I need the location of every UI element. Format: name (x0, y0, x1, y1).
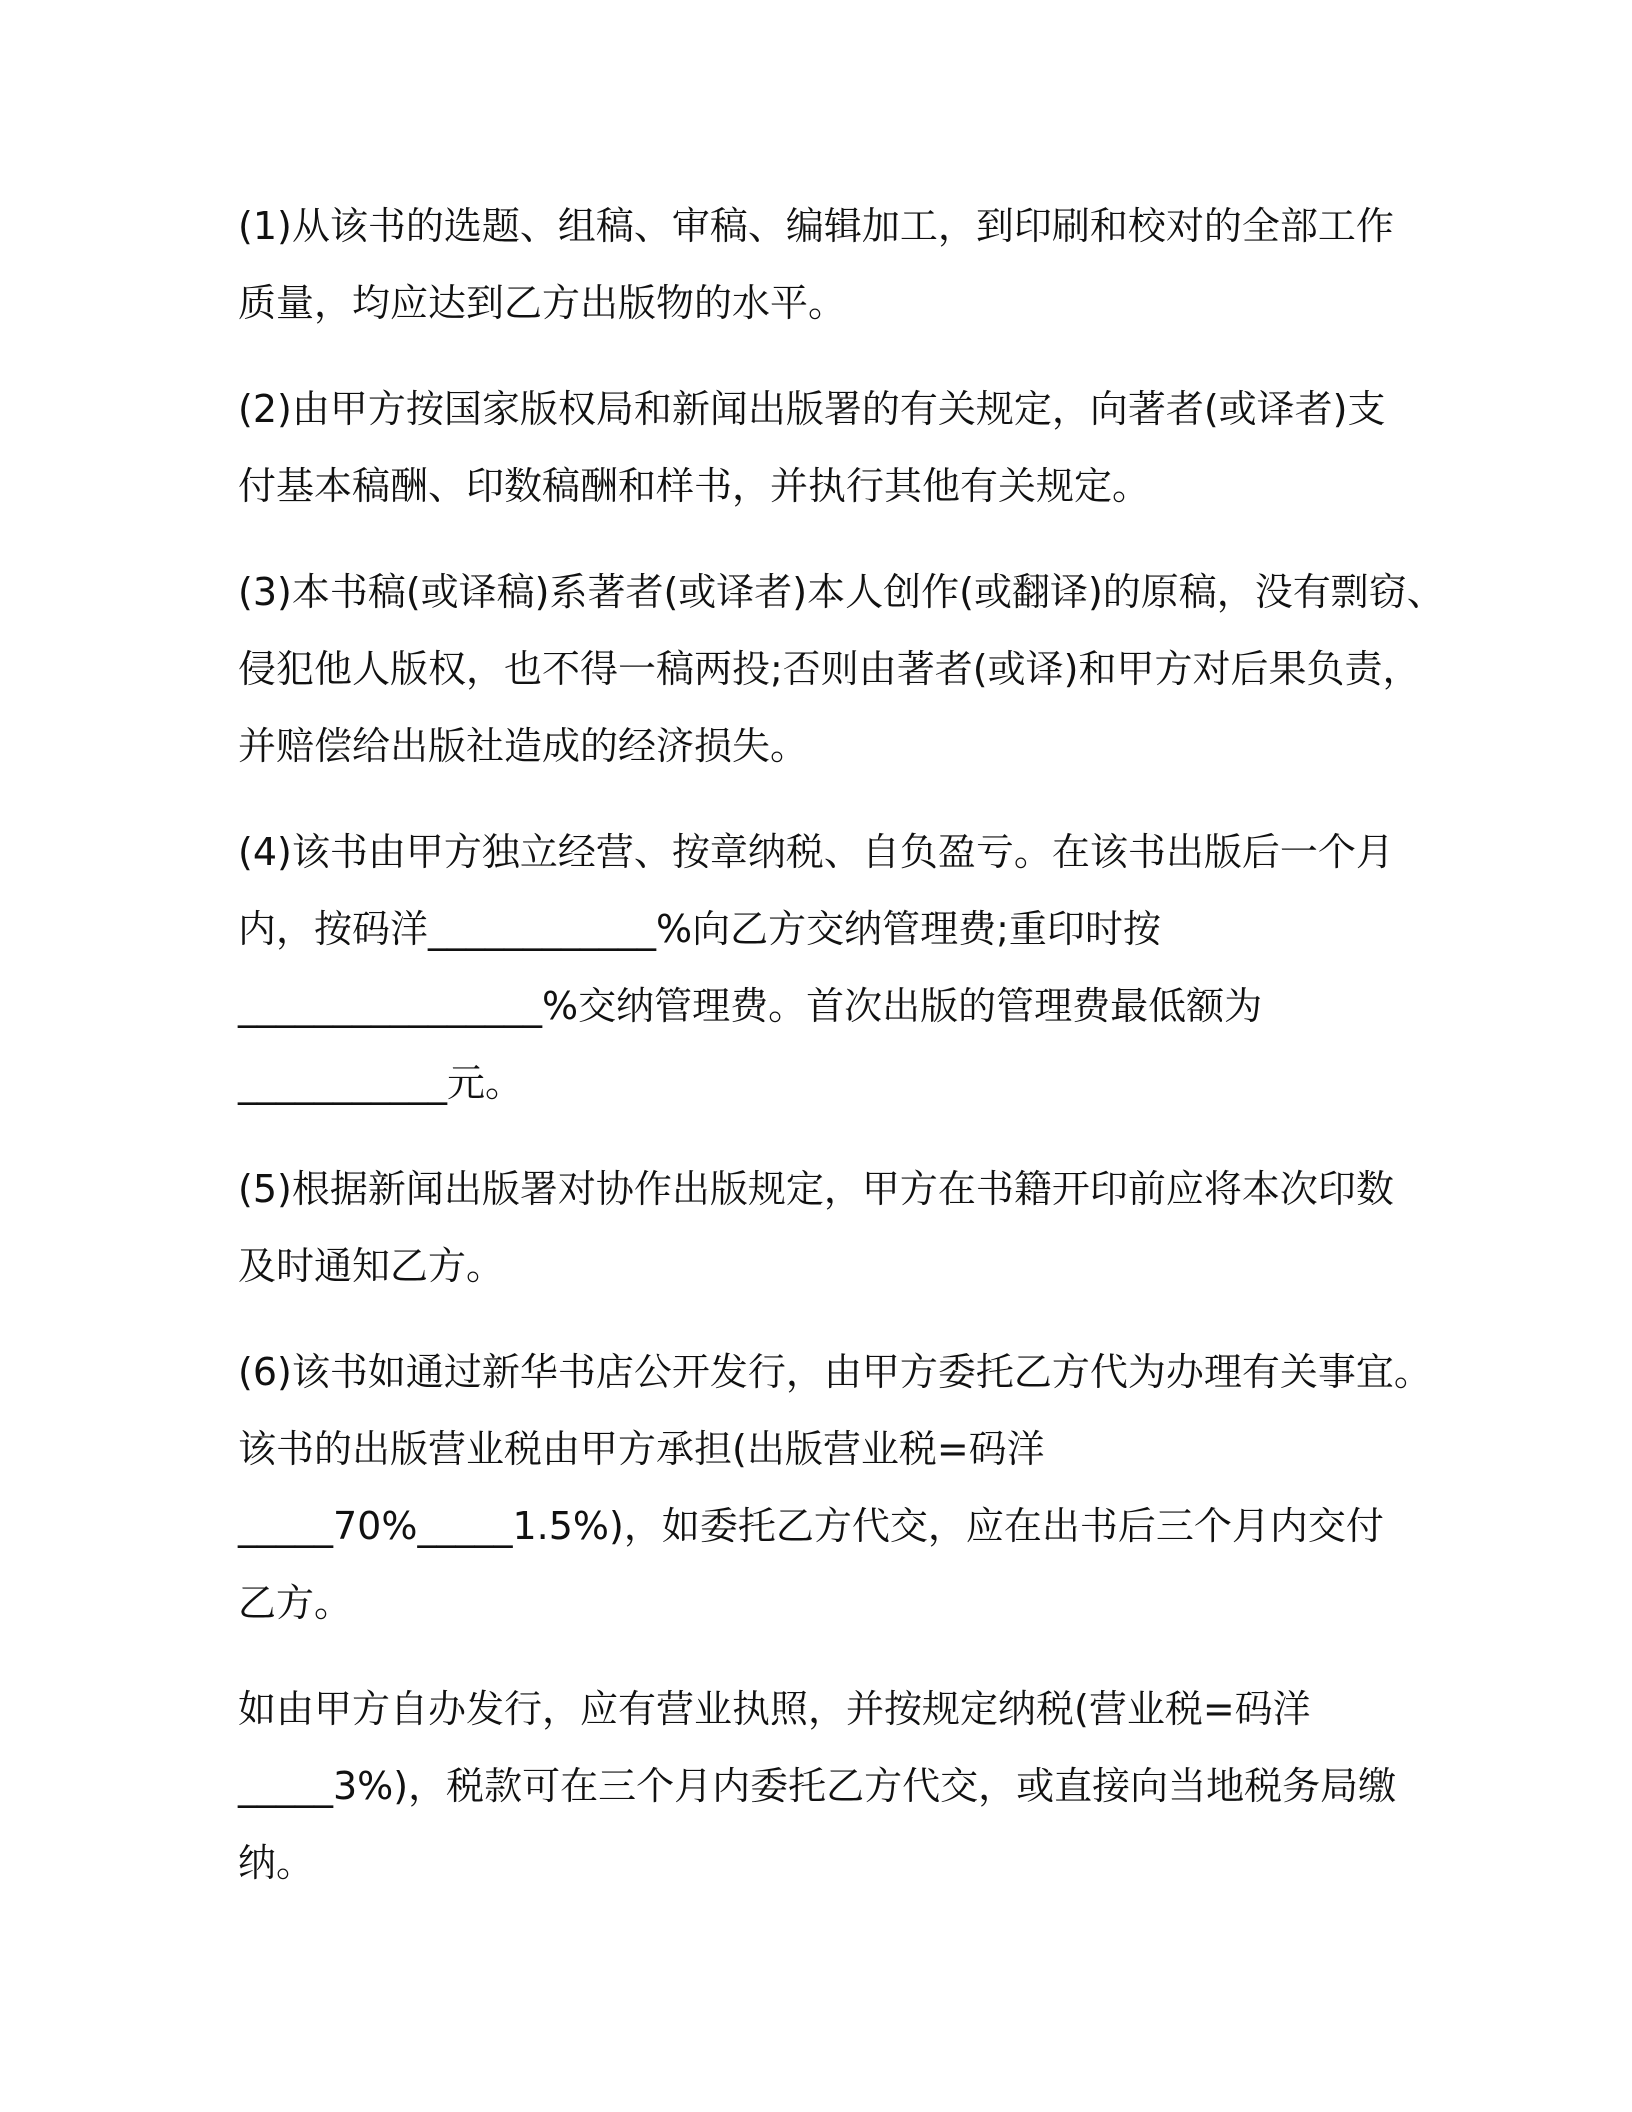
text-line: 质量，均应达到乙方出版物的水平。 (238, 281, 847, 325)
text-line: 并赔偿给出版社造成的经济损失。 (238, 724, 809, 768)
clause-4 (238, 814, 1398, 1122)
text-line: 如由甲方自办发行，应有营业执照，并按规定纳税(营业税=码洋 (238, 1687, 1311, 1731)
text-line: 乙方。 (238, 1581, 353, 1625)
text-line: ___________元。 (238, 1061, 524, 1105)
text-line: _____3%)，税款可在三个月内委托乙方代交，或直接向当地税务局缴 (238, 1764, 1397, 1808)
clause-3 (238, 554, 1445, 785)
clause-2 (238, 371, 1398, 525)
text-line: 付基本稿酬、印数稿酬和样书，并执行其他有关规定。 (238, 464, 1151, 508)
clause-6 (238, 1334, 1432, 1642)
text-line: 及时通知乙方。 (238, 1244, 505, 1288)
clause-1 (238, 188, 1398, 342)
self-distribution-paragraph (238, 1671, 1398, 1902)
text-line: 内，按码洋____________%向乙方交纳管理费;重印时按 (238, 907, 1161, 951)
document-body (238, 188, 1445, 1931)
text-line: (2)由甲方按国家版权局和新闻出版署的有关规定，向著者(或译者)支 (238, 387, 1386, 431)
text-line: _____70%_____1.5%)，如委托乙方代交，应在出书后三个月内交付 (238, 1504, 1384, 1548)
text-line: (3)本书稿(或译稿)系著者(或译者)本人创作(或翻译)的原稿，没有剽窃、 (238, 570, 1445, 614)
text-line: (1)从该书的选题、组稿、审稿、编辑加工，到印刷和校对的全部工作 (238, 204, 1394, 248)
text-line: 该书的出版营业税由甲方承担(出版营业税=码洋 (238, 1427, 1045, 1471)
clause-5 (238, 1151, 1398, 1305)
text-line: (6)该书如通过新华书店公开发行，由甲方委托乙方代为办理有关事宜。 (238, 1350, 1432, 1394)
text-line: (5)根据新闻出版署对协作出版规定，甲方在书籍开印前应将本次印数 (238, 1167, 1394, 1211)
text-line: 纳。 (238, 1841, 315, 1885)
text-line: (4)该书由甲方独立经营、按章纳税、自负盈亏。在该书出版后一个月 (238, 830, 1394, 874)
text-line: ________________%交纳管理费。首次出版的管理费最低额为 (238, 984, 1263, 1028)
text-line: 侵犯他人版权，也不得一稿两投;否则由著者(或译)和甲方对后果负责， (238, 647, 1421, 691)
